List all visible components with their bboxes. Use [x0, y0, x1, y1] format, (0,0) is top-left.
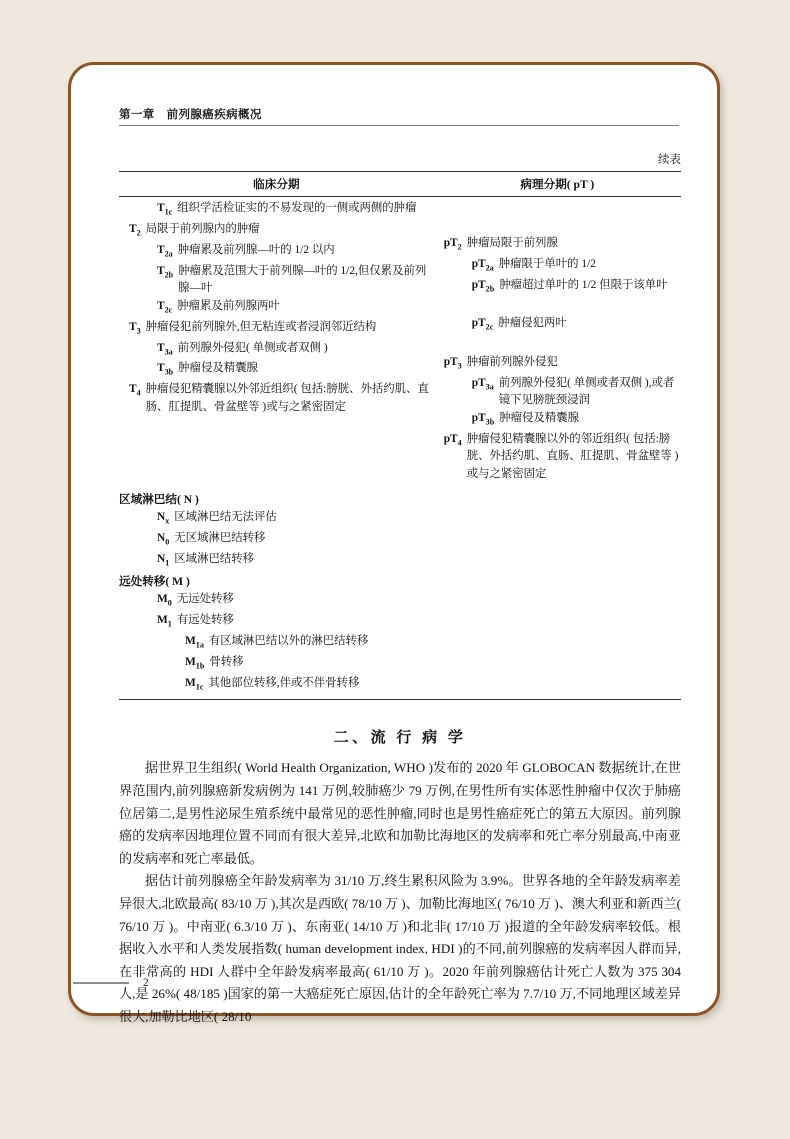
stage-description: 区域淋巴结转移 — [174, 553, 255, 566]
stage-entry — [472, 315, 681, 336]
stage-description: 组织学活检证实的不易发现的一侧或两侧的肿瘤 — [177, 202, 417, 214]
stage-description: 肿瘤侵犯前列腺外,但无粘连或者浸润邻近结构 — [145, 320, 377, 333]
stage-description: 肿瘤侵犯精囊腺以外邻近组织( 包括:膀胱、外括约肌、直肠、肛提肌、骨盆壁等 )或与之紧密固定 — [145, 383, 429, 413]
stage-code-subscript: 2 — [457, 242, 462, 252]
stage-code: $pT_2$ — [443, 237, 462, 252]
stage-entry — [157, 509, 681, 530]
column-header-clinical: 临床分期 — [253, 178, 300, 191]
stage-entry — [157, 200, 434, 221]
stage-code: $T_{3a}$ — [157, 341, 173, 356]
stage-code: $N_x$ — [157, 511, 170, 526]
stage-code: $N_0$ — [157, 532, 170, 547]
stage-code-subscript: 1a — [195, 640, 204, 650]
stage-entry — [129, 221, 434, 242]
stage-description: 其他部位转移,伴或不伴骨转移 — [208, 676, 360, 689]
stage-code-subscript: 1c — [195, 681, 204, 691]
stage-description: 肿瘤侵及精囊腺 — [499, 411, 579, 424]
stage-description: 前列腺外侵犯( 单侧或者双侧 ),或者镜下见膀胱颈浸润 — [498, 376, 675, 407]
stage-code: $pT_3$ — [443, 355, 462, 370]
stage-code: $T_{2b}$ — [157, 264, 174, 279]
stage-description: 肿瘤限于单叶的 1/2 — [498, 257, 596, 270]
stage-code-subscript: 2b — [164, 269, 174, 279]
stage-description: 肿瘤累及范围大于前列腺—叶的 1/2,但仅累及前列腺—叶 — [178, 264, 427, 295]
stage-entry — [157, 340, 434, 361]
stage-entry — [157, 298, 434, 319]
running-head — [119, 107, 679, 126]
stage-code: $pT_{2c}$ — [471, 317, 494, 332]
stage-description: 有区域淋巴结以外的淋巴结转移 — [208, 634, 369, 647]
column-alignment-spacer — [434, 336, 681, 354]
stage-entry — [157, 591, 681, 612]
stage-description: 肿瘤前列腺外侵犯 — [466, 355, 558, 368]
stage-description: 无远处转移 — [176, 593, 234, 606]
stage-code: $pT_{3b}$ — [471, 411, 495, 427]
stage-code-subscript: 2b — [485, 284, 495, 294]
stage-entry — [157, 263, 434, 298]
stage-entry — [129, 381, 434, 416]
node-metastasis-column — [119, 490, 681, 695]
stage-code: $pT_4$ — [443, 432, 462, 447]
stage-description: 肿瘤侵犯精囊腺以外的邻近组织( 包括:膀胱、外括约肌、直肠、肛提肌、骨盆壁等 )或与之紧密固定 — [466, 432, 679, 480]
stage-entry — [472, 256, 681, 277]
stage-code: $T_{3b}$ — [157, 362, 174, 377]
clinical-stage-column — [119, 200, 434, 483]
stage-code: $M_{1b}$ — [185, 655, 205, 670]
stage-description: 区域淋巴结无法评估 — [174, 511, 277, 524]
stage-entry — [157, 530, 681, 551]
metastasis-rows — [119, 591, 681, 695]
page-number: 2 — [143, 977, 149, 989]
stage-entry — [157, 242, 434, 263]
stage-code: $T_{2c}$ — [157, 299, 173, 315]
stage-code-subscript: 1 — [165, 558, 170, 568]
stage-description: 无区域淋巴结转移 — [174, 532, 266, 545]
column-header-pathological: 病理分期( pT ) — [520, 178, 595, 191]
stage-code: $T_3$ — [129, 320, 141, 335]
stage-code-subscript: x — [165, 516, 170, 526]
clinical-rows — [119, 200, 434, 417]
stage-code-subscript: 4 — [457, 437, 462, 447]
stage-code-subscript: 2 — [136, 228, 141, 238]
stage-entry — [472, 410, 681, 431]
stage-code: $T_{2a}$ — [157, 243, 173, 259]
stage-code: $M_{1a}$ — [185, 634, 204, 650]
stage-code-subscript: 4 — [136, 388, 141, 398]
stage-code-subscript: 2c — [164, 305, 173, 315]
staging-table-body — [119, 197, 681, 487]
stage-description: 肿瘤累及前列腺两叶 — [177, 299, 280, 312]
stage-code-subscript: 0 — [167, 598, 172, 608]
stage-entry — [185, 633, 681, 654]
stage-code: $T_4$ — [129, 383, 141, 398]
stage-entry — [444, 431, 681, 484]
column-alignment-spacer — [434, 200, 681, 235]
stage-description: 肿瘤侵及精囊腺 — [178, 362, 258, 375]
running-head-rule — [119, 125, 679, 126]
stage-description: 肿瘤局限于前列腺 — [466, 237, 558, 249]
stage-code: $M_{1c}$ — [185, 676, 204, 691]
stage-entry — [185, 675, 681, 696]
folio — [115, 977, 149, 989]
stage-code: $pT_{2a}$ — [471, 257, 494, 273]
stage-code-subscript: 3 — [457, 360, 462, 370]
stage-code-subscript: 3a — [485, 381, 494, 391]
stage-entry — [157, 360, 434, 381]
page-frame — [68, 62, 720, 1024]
stage-entry — [185, 654, 681, 675]
body-text — [119, 757, 681, 1028]
stage-code: $M_0$ — [157, 593, 172, 608]
section-heading: 二、流 行 病 学 — [333, 730, 467, 747]
column-alignment-spacer — [434, 298, 681, 316]
stage-entry — [444, 235, 681, 256]
stage-code-subscript: 3a — [164, 346, 173, 356]
stage-entry — [472, 375, 681, 410]
stage-description: 肿瘤侵犯两叶 — [498, 317, 567, 330]
stage-entry — [472, 277, 681, 298]
stage-code: $pT_{2b}$ — [471, 278, 495, 294]
stage-code: $N_1$ — [157, 553, 170, 568]
stage-entry — [157, 551, 681, 572]
stage-code: $M_1$ — [157, 613, 172, 629]
stage-entry — [129, 319, 434, 340]
pathological-stage-column — [434, 200, 681, 483]
stage-description: 肿瘤超过单叶的 1/2 但限于该单叶 — [499, 278, 668, 291]
stage-entry — [444, 354, 681, 375]
page-content — [119, 143, 681, 1029]
node-metastasis-section — [119, 487, 681, 699]
stage-code-subscript: 1b — [195, 660, 205, 670]
stage-code-subscript: 3b — [164, 367, 174, 377]
continued-table-label: 续表 — [658, 154, 681, 166]
stage-code: $pT_{3a}$ — [471, 376, 494, 391]
stage-code-subscript: 3 — [136, 325, 141, 335]
stage-description: 局限于前列腺内的肿瘤 — [145, 222, 260, 235]
staging-table-header — [119, 172, 681, 197]
stage-code-subscript: 2a — [485, 263, 494, 273]
node-rows — [119, 509, 681, 572]
folio-rule — [73, 982, 129, 984]
stage-description: 有远处转移 — [176, 613, 234, 626]
stage-code: $T_2$ — [129, 222, 141, 238]
stage-description: 肿瘤累及前列腺—叶的 1/2 以内 — [177, 243, 335, 256]
node-group-title: 区域淋巴结( N ) — [119, 493, 199, 507]
stage-code-subscript: 1c — [164, 207, 173, 217]
stage-code-subscript: 0 — [165, 537, 170, 547]
stage-code: $T_{1c}$ — [157, 202, 173, 217]
stage-code-subscript: 1 — [167, 619, 172, 629]
staging-table — [119, 171, 681, 700]
stage-code-subscript: 2a — [164, 249, 173, 259]
paragraph: 据估计前列腺癌全年龄发病率为 31/10 万,终生累积风险为 3.9%。世界各地的全年龄发病率差异很大,北欧最高( 83/10 万 ),其次是西欧( 78/10 万 )、加勒比海地区( 76/10 万 )、澳大利亚和新西兰( 76/10 万 )。中南亚( 6.3/10 万 )、东南亚( 14/10 万 )和北非( 17/10 万 )报道的全年龄发病率较低。根据收入水平和人类发展指数( human development index, HDI )的不同,前列腺癌的发病率因人群而异,在非常高的 HDI 人群中全年龄发病率最高( 61/10 万 )。2020 年前列腺癌估计死亡人数为 375 304 人,是 26%( 48/185 )国家的第一大癌症死亡原因,估计的全年龄死亡率为 7.7/10 万,不同地理区域差异很大,加勒比地区( 28/10 — [119, 873, 681, 1024]
pathological-rows — [434, 200, 681, 483]
stage-description: 前列腺外侵犯( 单侧或者双侧 ) — [177, 341, 328, 354]
stage-code-subscript: 2c — [485, 322, 494, 332]
chapter-title: 第一章 前列腺癌疾病概况 — [119, 107, 262, 121]
stage-description: 骨转移 — [209, 655, 244, 668]
stage-code-subscript: 3b — [485, 417, 495, 427]
stage-entry — [157, 612, 681, 633]
metastasis-group-title: 远处转移( M ) — [119, 575, 190, 589]
paragraph: 据世界卫生组织( World Health Organization, WHO )发布的 2020 年 GLOBOCAN 数据统计,在世界范围内,前列腺癌新发病例为 141 万例,较肺癌少 79 万例,在男性所有实体恶性肿瘤中仅次于肺癌位居第二,是男性泌尿生殖系统中最常见的恶性肿瘤,同时也是男性癌症死亡的第五大原因。前列腺癌的发病率因地理位置不同而有很大差异,北欧和加勒比海地区的发病率和死亡率分别最高,中南亚的发病率和死亡率最低。 — [119, 760, 681, 866]
